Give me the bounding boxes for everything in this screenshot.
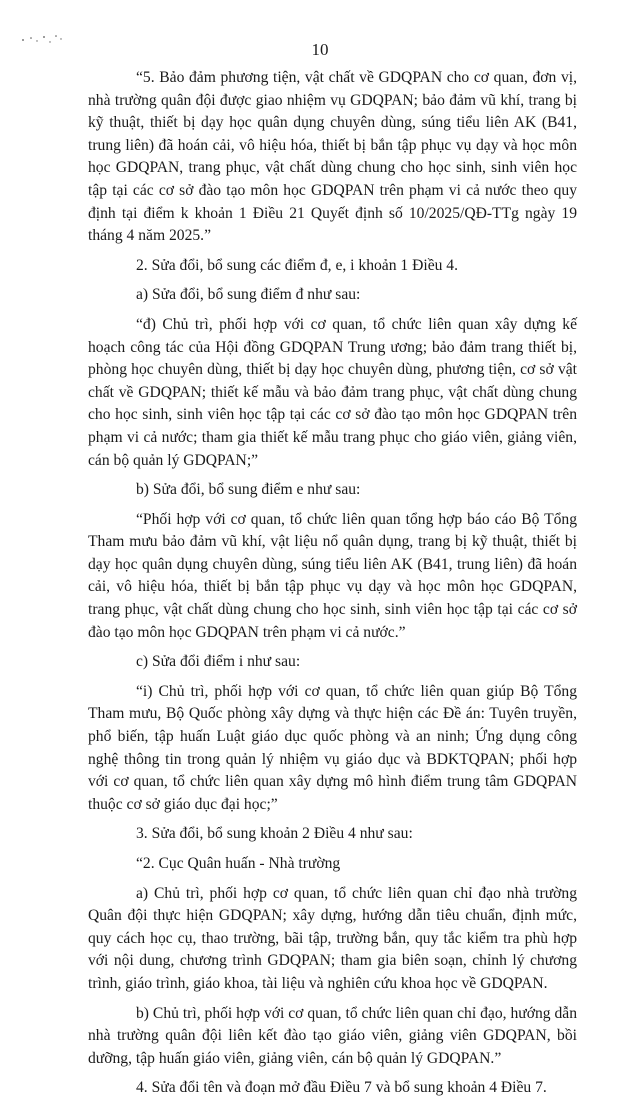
- paragraph-point-e-quote: “Phối hợp với cơ quan, tổ chức liên quan tổng hợp báo cáo Bộ Tổng Tham mưu bảo đảm vũ khí, vật liệu nổ quân dụng, trang bị kỹ thuật, thiết bị dạy học quân dụng chuyên dùng, súng tiểu liên AK (B41, trung liên) đã hoán cải, vô hiệu hóa, thiết bị bắn tập phục vụ dạy và học môn học GDQPAN, trang phục, vật chất dùng chung cho học sinh, sinh viên học tập tại các cơ sở đào tạo môn học GDQPAN trên phạm vi cả nước.”: [88, 510, 577, 641]
- paragraph-clause-2-a: a) Chủ trì, phối hợp cơ quan, tổ chức liên quan chỉ đạo nhà trường Quân đội thực hiện GDQPAN; xây dựng, hướng dẫn tiêu chuẩn, định mức, quy cách học cụ, thao trường, bãi tập, trường bắn, quy tắc kiểm tra phù hợp với nội dung, chương trình GDQPAN; tham gia biên soạn, chỉnh lý chương trình, giáo trình, giáo khoa, tài liệu và nghiên cứu khoa học về GDQPAN.: [88, 884, 577, 992]
- paragraph-subpoint-b: b) Sửa đổi, bổ sung điểm e như sau:: [136, 481, 361, 499]
- page-number: 10: [311, 40, 329, 59]
- paragraph-section-4: 4. Sửa đổi tên và đoạn mở đầu Điều 7 và bổ sung khoản 4 Điều 7.: [136, 1079, 547, 1097]
- document-body: [88, 67, 577, 1107]
- paragraph-point-i-quote: “i) Chủ trì, phối hợp với cơ quan, tổ chức liên quan giúp Bộ Tổng Tham mưu, Bộ Quốc phòng xây dựng và thực hiện các Đề án: Tuyên truyền, phổ biến, tập huấn Luật giáo dục quốc phòng và an ninh; Ứng dụng công nghệ thông tin trong quản lý nhiệm vụ giáo dục và BDKTQPAN; phối hợp với cơ quan, tổ chức liên quan xây dựng mô hình điểm trung tâm GDQPAN thuộc cơ sở giáo dục đại học;”: [88, 682, 577, 813]
- paragraph-clause-2-b: b) Chủ trì, phối hợp với cơ quan, tổ chức liên quan chỉ đạo, hướng dẫn nhà trường quân đội liên kết đào tạo giáo viên, giảng viên GDQPAN, bồi dưỡng, tập huấn giáo viên, giảng viên, cán bộ quản lý GDQPAN.”: [88, 1004, 577, 1067]
- paragraph-subpoint-c: c) Sửa đổi điểm i như sau:: [136, 653, 301, 671]
- paragraph-item-5-quote: “5. Bảo đảm phương tiện, vật chất về GDQPAN cho cơ quan, đơn vị, nhà trường quân đội được giao nhiệm vụ GDQPAN; bảo đảm vũ khí, trang bị kỹ thuật, thiết bị dạy học quân dụng chuyên dùng, súng tiểu liên AK (B41, trung liên) đã hoán cải, vô hiệu hóa, thiết bị bắn tập phục vụ dạy và học môn học GDQPAN, trang phục, vật chất dùng chung cho học sinh, sinh viên học tập tại các cơ sở đào tạo môn học GDQPAN trên phạm vi cả nước theo quy định tại điểm k khoản 1 Điều 21 Quyết định số 10/2025/QĐ-TTg ngày 19 tháng 4 năm 2025.”: [88, 69, 577, 245]
- paragraph-section-3: 3. Sửa đổi, bổ sung khoản 2 Điều 4 như sau:: [136, 825, 413, 843]
- paragraph-point-d-quote: “đ) Chủ trì, phối hợp với cơ quan, tổ chức liên quan xây dựng kế hoạch công tác của Hội đồng GDQPAN Trung ương; bảo đảm trang thiết bị, phòng học chuyên dùng, thiết bị dạy học chuyên dùng, phương tiện, cơ sở vật chất về GDQPAN; thiết kế mẫu và bảo đảm trang phục, vật chất dùng chung cho học sinh, sinh viên học tập tại các cơ sở đào tạo môn học GDQPAN trên phạm vi cả nước; tham gia thiết kế mẫu trang phục cho giáo viên, giảng viên, cán bộ quản lý GDQPAN;”: [88, 315, 577, 469]
- paragraph-section-2: 2. Sửa đổi, bổ sung các điểm đ, e, i khoản 1 Điều 4.: [136, 256, 459, 274]
- paragraph-clause-2-heading: “2. Cục Quân huấn - Nhà trường: [136, 855, 341, 872]
- paragraph-subpoint-a: a) Sửa đổi, bổ sung điểm đ như sau:: [136, 286, 361, 304]
